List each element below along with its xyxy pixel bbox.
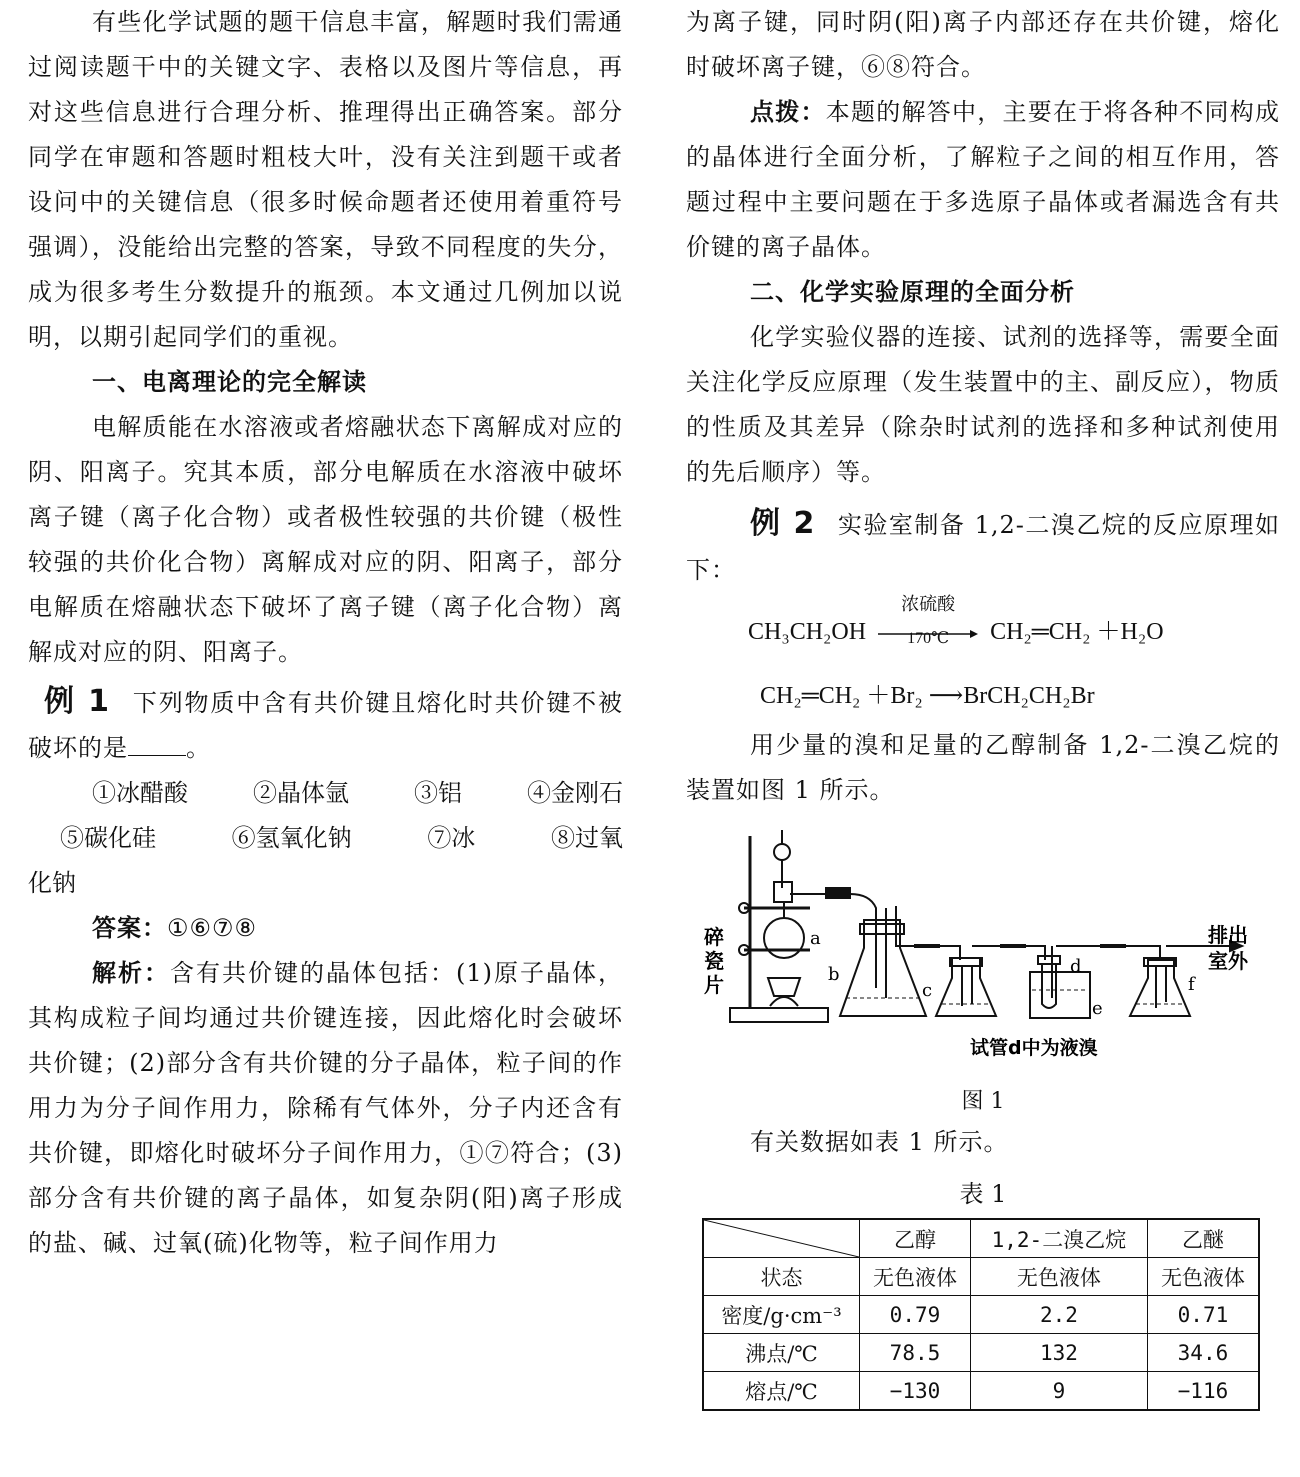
section2-paragraph: 化学实验仪器的连接、试剂的选择等，需要全面关注化学反应原理（发生装置中的主、副反应），物质的性质及其差异（除杂时试剂的选择和多种试剂使用的先后顺序）等。	[686, 323, 1280, 486]
equation-1	[686, 593, 1280, 675]
section2-heading: 二、化学实验原理的全面分析	[750, 278, 1075, 306]
table-cell: 0.79	[860, 1296, 971, 1334]
apparatus-paragraph: 用少量的溴和足量的乙醇制备 1,2-二溴乙烷的装置如图 1 所示。	[686, 731, 1280, 804]
column-header-dibromoethane: 1,2-二溴乙烷	[970, 1219, 1147, 1258]
tip-paragraph	[686, 90, 1280, 270]
table-cell: 2.2	[970, 1296, 1147, 1334]
table-cell: 34.6	[1147, 1334, 1259, 1372]
example1-end: 。	[186, 734, 211, 762]
section1-paragraph: 电解质能在水溶液或者熔融状态下离解成对应的阴、阳离子。究其本质，部分电解质在水溶液中破坏离子键（离子化合物）或者极性较强的共价键（极性较强的共价化合物）离解成对应的阴、阳离子，部分电解质在熔融状态下破坏了离子键（离子化合物）离解成对应的阴、阳离子。	[28, 413, 623, 666]
diagonal-line	[704, 1220, 859, 1257]
eq1-condition-bottom: 170℃	[907, 629, 950, 647]
table-cell: 132	[970, 1334, 1147, 1372]
answer-blank	[128, 729, 186, 756]
table-row	[703, 1296, 1259, 1334]
example2-label: 例 2	[750, 506, 816, 541]
row-label: 状态	[703, 1258, 860, 1296]
label-shards-2: 瓷	[704, 949, 724, 973]
label-shards-1: 碎	[704, 925, 724, 949]
analysis-paragraph	[28, 951, 623, 1266]
table-row	[703, 1334, 1259, 1372]
analysis-text: 含有共价键的晶体包括：(1)原子晶体，其构成粒子间均通过共价键连接，因此熔化时会破坏共价键；(2)部分含有共价键的分子晶体，粒子间的作用力为分子间作用力，除稀有气体外，分子内还含有共价键，即熔化时破坏分子间作用力，①⑦符合；(3)部分含有共价键的离子晶体，如复杂阴(阳)离子形成的盐、碱、过氧(硫)化物等，粒子间作用力	[28, 959, 623, 1257]
label-b: b	[828, 964, 840, 985]
table-title: 表 1	[959, 1180, 1007, 1208]
option-8: ⑧过氧	[550, 824, 623, 852]
example2-question	[686, 501, 1280, 593]
table-intro: 有关数据如表 1 所示。	[750, 1128, 1009, 1156]
example2-text: 实验室制备 1,2-二溴乙烷的反应原理如下：	[686, 511, 1281, 584]
analysis-continuation: 为离子键，同时阴(阳)离子内部还存在共价键，熔化时破坏离子键，⑥⑧符合。	[686, 8, 1280, 81]
example1-question	[28, 679, 623, 771]
option-7: ⑦冰	[427, 824, 476, 852]
column-header-ether: 乙醚	[1147, 1219, 1259, 1258]
table-cell: 无色液体	[970, 1258, 1147, 1296]
option-6: ⑥氢氧化钠	[231, 824, 352, 852]
eq1-condition-top: 浓硫酸	[901, 593, 956, 614]
table-cell: 无色液体	[860, 1258, 971, 1296]
label-exhaust-2: 室外	[1208, 949, 1248, 973]
answer-label: 答案：	[92, 914, 167, 942]
eq1-left: CH₃CH₂OH	[748, 619, 867, 645]
option-3: ③铝	[414, 779, 462, 807]
tip-label: 点拨：	[750, 98, 826, 126]
tip-text: 本题的解答中，主要在于将各种不同构成的晶体进行全面分析，了解粒子之间的相互作用，答题过程中主要问题在于多选原子晶体或者漏选含有共价键的离子晶体。	[686, 98, 1280, 261]
left-column	[28, 0, 623, 1266]
label-f: f	[1188, 974, 1195, 995]
equation-2: CH₂═CH₂ ＋Br₂ ⟶BrCH₂CH₂Br	[760, 683, 1095, 709]
figure-caption: 图 1	[961, 1089, 1005, 1114]
option-4: ④金刚石	[527, 779, 623, 807]
option-5: ⑤碳化硅	[60, 824, 156, 852]
example1-options	[28, 771, 623, 906]
table-cell: 9	[970, 1372, 1147, 1411]
apparatus-diagram	[700, 828, 1275, 1068]
table-cell: 78.5	[860, 1334, 971, 1372]
row-label: 熔点/℃	[703, 1372, 860, 1411]
table-row	[703, 1372, 1259, 1411]
data-table	[702, 1218, 1260, 1411]
example1-question-text: 下列物质中含有共价键且熔化时共价键不被破坏的是	[28, 689, 624, 762]
eq1-right: CH₂═CH₂ ＋H₂O	[990, 619, 1164, 645]
table-cell: −116	[1147, 1372, 1259, 1411]
example1-label: 例 1	[44, 684, 111, 719]
right-column	[686, 0, 1280, 813]
intro-paragraph: 有些化学试题的题干信息丰富，解题时我们需通过阅读题干中的关键文字、表格以及图片等信息，再对这些信息进行合理分析、推理得出正确答案。部分同学在审题和答题时粗枝大叶，没有关注到题干或者设问中的关键信息（很多时候命题者还使用着重符号强调），没能给出完整的答案，导致不同程度的失分，成为很多考生分数提升的瓶颈。本文通过几例加以说明，以期引起同学们的重视。	[28, 8, 623, 351]
apparatus-figure	[700, 828, 1275, 1068]
label-shards-3: 片	[704, 973, 724, 997]
table-cell: 无色液体	[1147, 1258, 1259, 1296]
label-a: a	[810, 928, 821, 949]
table-corner-cell	[703, 1219, 860, 1258]
option-8-tail: 化钠	[28, 869, 76, 897]
answer-line	[28, 906, 623, 951]
label-e: e	[1092, 998, 1103, 1019]
option-2: ②晶体氩	[253, 779, 349, 807]
row-label: 密度/g·cm⁻³	[703, 1296, 860, 1334]
table-cell: −130	[860, 1372, 971, 1411]
section1-heading: 一、电离理论的完全解读	[92, 368, 367, 396]
table-cell: 0.71	[1147, 1296, 1259, 1334]
eq1-arrow	[878, 593, 978, 647]
figure-note: 试管d中为液溴	[970, 1037, 1098, 1059]
label-c: c	[922, 980, 933, 1001]
row-label: 沸点/℃	[703, 1334, 860, 1372]
option-1: ①冰醋酸	[92, 779, 188, 807]
answer-value: ①⑥⑦⑧	[167, 914, 258, 942]
label-exhaust-1: 排出	[1208, 923, 1248, 947]
table-row	[703, 1258, 1259, 1296]
label-d: d	[1070, 956, 1082, 977]
column-header-ethanol: 乙醇	[860, 1219, 971, 1258]
analysis-label: 解析：	[92, 959, 170, 987]
table-header-row	[703, 1219, 1259, 1258]
